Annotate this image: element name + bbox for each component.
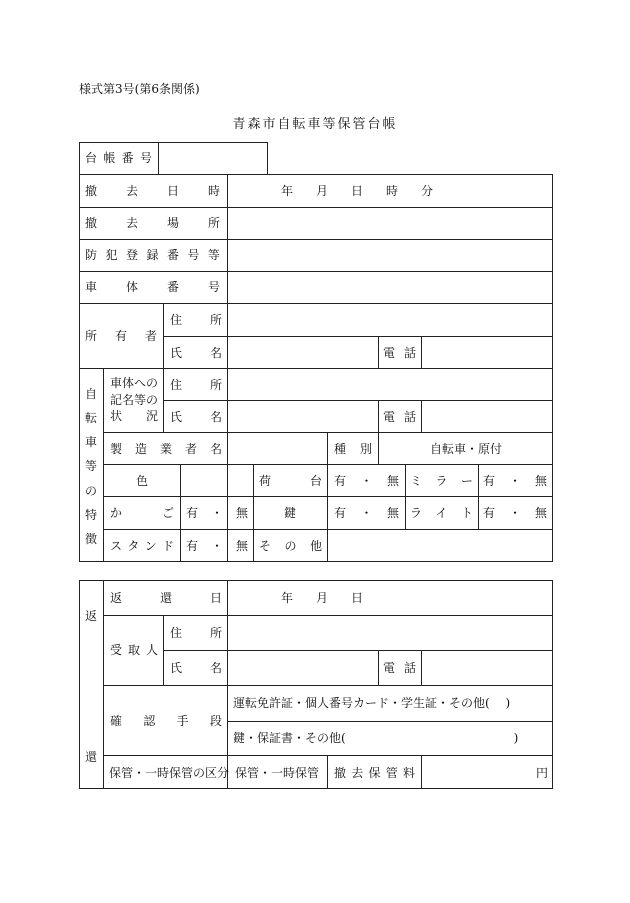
storage-class-label: 保管・一時保管の区分 xyxy=(109,766,230,780)
carrier-label: 荷 台 xyxy=(259,474,322,488)
ledger-number-label: 台 帳 番 号 xyxy=(85,151,152,165)
confirm-label: 確 認 手 段 xyxy=(110,714,222,728)
crime-registration-field[interactable] xyxy=(229,241,551,269)
removal-place-field[interactable] xyxy=(229,209,551,237)
confirm-options-line2[interactable]: 鍵・保証書・その他( ) xyxy=(233,731,519,745)
fee-unit: 円 xyxy=(536,766,549,780)
lock-label: 鍵 xyxy=(284,506,297,520)
lock-yes-no[interactable]: 有 ・ 無 xyxy=(334,506,399,520)
maker-label: 製 造 業 者 名 xyxy=(110,442,222,456)
unit-day: 日 xyxy=(351,184,364,198)
marking-address-label: 住 所 xyxy=(170,378,222,392)
other-field[interactable] xyxy=(329,531,551,560)
return-date-field[interactable] xyxy=(229,582,551,613)
unit-year: 年 xyxy=(281,184,294,198)
body-marking-label-line1: 車体への xyxy=(110,376,159,390)
crime-registration-label: 防 犯 登 録 番 号 等 xyxy=(85,248,220,262)
receiver-phone-field[interactable] xyxy=(423,652,551,683)
color-field[interactable] xyxy=(182,466,251,494)
receiver-label: 受 取 人 xyxy=(110,643,158,657)
removal-place-label: 撤 去 場 所 xyxy=(85,216,220,230)
return-label-bottom: 還 xyxy=(85,750,98,764)
owner-phone-label: 電 話 xyxy=(383,346,416,360)
return-unit-year: 年 xyxy=(281,591,294,605)
body-marking-label-line3: 状 況 xyxy=(110,409,158,423)
return-unit-month: 月 xyxy=(316,591,329,605)
type-value[interactable]: 自転車・原付 xyxy=(430,442,503,456)
body-marking-label-line2: 記名等の xyxy=(110,393,159,407)
receiver-phone-label: 電 話 xyxy=(383,661,416,675)
maker-field[interactable] xyxy=(229,434,325,462)
frame-number-label: 車 体 番 号 xyxy=(85,280,220,294)
mirror-label: ミ ラ ー xyxy=(410,474,473,488)
unit-month: 月 xyxy=(316,184,329,198)
fee-field[interactable] xyxy=(423,757,533,787)
fee-label: 撤 去 保 管 料 xyxy=(334,766,415,780)
form-number: 様式第3号(第6条関係) xyxy=(79,82,200,96)
receiver-address-label: 住 所 xyxy=(170,626,222,640)
basket-label: か ご xyxy=(110,506,174,520)
marking-phone-label: 電 話 xyxy=(383,410,416,424)
receiver-name-label: 氏 名 xyxy=(170,661,222,675)
marking-address-field[interactable] xyxy=(229,370,551,398)
carrier-yes-no[interactable]: 有 ・ 無 xyxy=(334,474,399,488)
features-vertical-label: 自 転 車 等 の 特 徴 xyxy=(84,387,97,546)
other-label: そ の 他 xyxy=(259,539,322,553)
marking-name-field[interactable] xyxy=(229,402,376,430)
ledger-number-field[interactable] xyxy=(160,144,266,173)
basket-yes-no[interactable]: 有 ・ 無 xyxy=(186,506,248,520)
owner-address-field[interactable] xyxy=(229,305,551,334)
removal-datetime-label: 撤 去 日 時 xyxy=(85,184,220,198)
receiver-name-field[interactable] xyxy=(229,652,376,683)
owner-label: 所 有 者 xyxy=(85,329,157,343)
receiver-address-field[interactable] xyxy=(229,617,551,648)
light-yes-no[interactable]: 有 ・ 無 xyxy=(483,506,547,520)
owner-phone-field[interactable] xyxy=(423,338,551,366)
owner-name-label: 氏 名 xyxy=(170,346,222,360)
owner-name-field[interactable] xyxy=(229,338,376,366)
return-date-label: 返 還 日 xyxy=(110,591,222,605)
marking-phone-field[interactable] xyxy=(423,402,551,430)
unit-minute: 分 xyxy=(421,184,434,198)
owner-address-label: 住 所 xyxy=(170,313,222,327)
confirm-options-line1[interactable]: 運転免許証・個人番号カード・学生証・その他( ) xyxy=(233,696,511,710)
document-title: 青森市自転車等保管台帳 xyxy=(232,117,398,132)
stand-label: ス タ ン ド xyxy=(110,539,174,553)
marking-name-label: 氏 名 xyxy=(170,410,222,424)
type-label: 種 別 xyxy=(334,442,372,456)
frame-number-field[interactable] xyxy=(229,273,551,301)
light-label: ラ イ ト xyxy=(410,506,473,520)
removal-datetime-field[interactable] xyxy=(229,176,551,205)
mirror-yes-no[interactable]: 有 ・ 無 xyxy=(483,474,547,488)
return-unit-day: 日 xyxy=(351,591,364,605)
return-label-top: 返 xyxy=(85,609,98,623)
unit-hour: 時 xyxy=(386,184,399,198)
storage-class-value[interactable]: 保管・一時保管 xyxy=(235,766,320,780)
color-label: 色 xyxy=(136,474,149,488)
stand-yes-no[interactable]: 有 ・ 無 xyxy=(186,539,248,553)
